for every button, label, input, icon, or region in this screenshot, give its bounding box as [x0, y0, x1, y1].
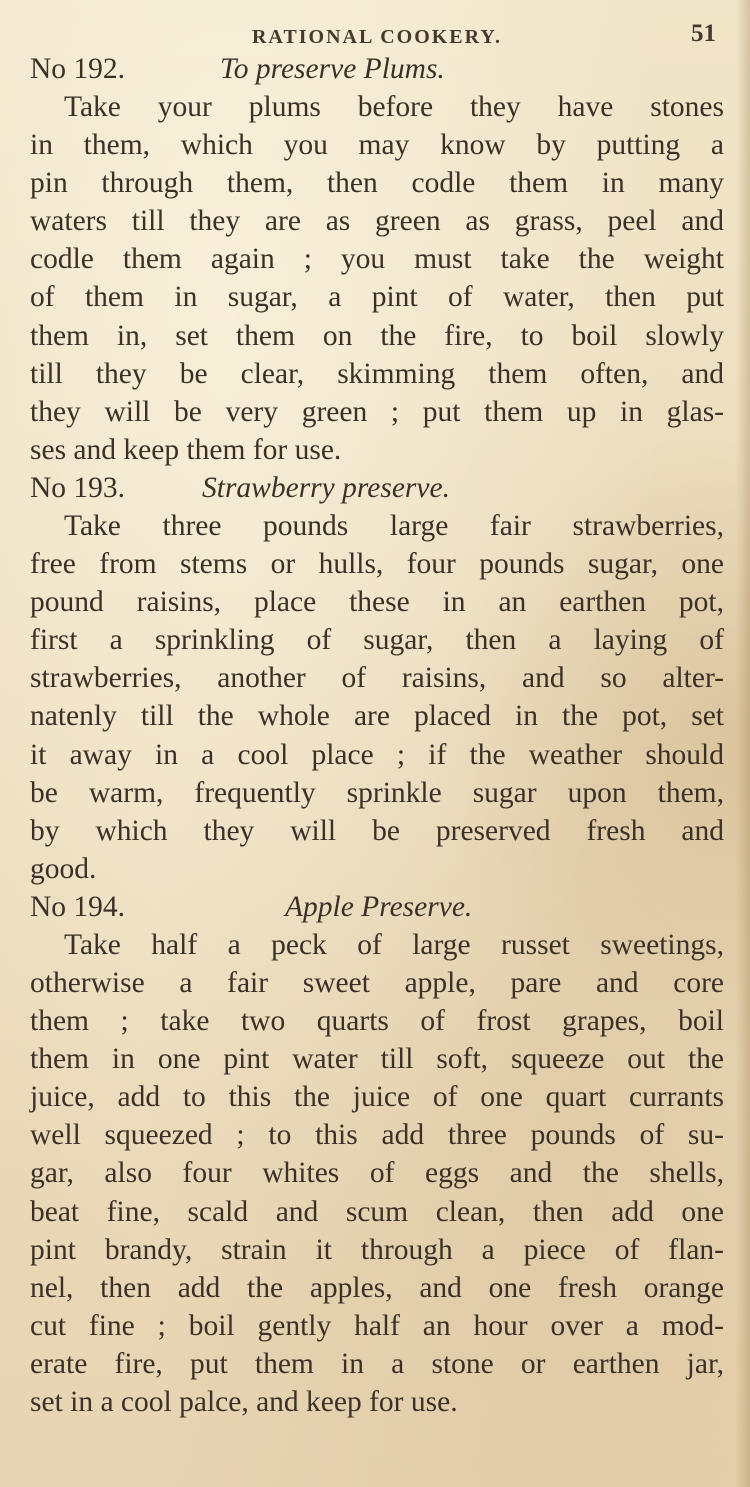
running-head [30, 20, 724, 50]
page-edge-shading [736, 0, 750, 1487]
text-line: in them, which you may know by putting a [30, 129, 724, 162]
text-line: cut fine ; boil gently half an hour over a mod- [30, 1309, 724, 1342]
text-line: be warm, frequently sprinkle sugar upon them, [30, 776, 724, 809]
text-line: them ; take two quarts of frost grapes, boil [30, 1005, 724, 1038]
text-line: natenly till the whole are placed in the pot, set [30, 700, 724, 733]
recipe-heading [30, 50, 724, 88]
running-title: RATIONAL COOKERY. [251, 26, 502, 48]
text-line: good. [30, 852, 97, 885]
text-line: them in one pint water till soft, squeeze out the [30, 1043, 724, 1076]
text-line: waters till they are as green as grass, peel and [30, 205, 724, 238]
recipe-title: Apple Preserve. [285, 890, 473, 923]
recipe-body [30, 926, 724, 1421]
text-line: well squeezed ; to this add three pounds of su- [30, 1119, 724, 1152]
text-line: first a sprinkling of sugar, then a laying of [30, 624, 724, 657]
text-line: Take half a peck of large russet sweetings, [64, 928, 724, 961]
recipe-193 [30, 469, 724, 888]
text-line: of them in sugar, a pint of water, then put [30, 281, 724, 314]
text-line: they will be very green ; put them up in glas- [30, 395, 724, 428]
recipe-number: No 194. [30, 890, 126, 923]
text-line: free from stems or hulls, four pounds sugar, one [30, 548, 724, 581]
text-line: juice, add to this the juice of one quart currants [30, 1081, 724, 1114]
text-line: pin through them, then codle them in many [30, 167, 724, 200]
text-line: them in, set them on the fire, to boil slowly [30, 319, 724, 352]
text-line: beat fine, scald and scum clean, then add one [30, 1195, 724, 1228]
recipe-number: No 192. [30, 53, 126, 85]
recipe-title: Strawberry preserve. [202, 471, 450, 504]
text-line: Take your plums before they have stones [64, 91, 724, 123]
recipe-title: To preserve Plums. [220, 53, 445, 85]
recipe-body [30, 507, 724, 888]
page-number: 51 [691, 20, 716, 47]
text-line: gar, also four whites of eggs and the shells, [30, 1157, 724, 1190]
text-line: by which they will be preserved fresh and [30, 814, 724, 847]
text-line: pint brandy, strain it through a piece of flan- [30, 1233, 724, 1266]
recipe-heading [30, 469, 724, 507]
text-line: set in a cool palce, and keep for use. [30, 1386, 458, 1418]
text-line: pound raisins, place these in an earthen pot, [30, 586, 724, 619]
text-line: erate fire, put them in a stone or earthen jar, [30, 1347, 724, 1380]
recipe-number: No 193. [30, 471, 126, 504]
text-line: it away in a cool place ; if the weather should [30, 738, 724, 771]
text-line: Take three pounds large fair strawberries, [64, 509, 724, 542]
text-line: nel, then add the apples, and one fresh orange [30, 1271, 724, 1304]
recipe-192 [30, 50, 724, 469]
recipe-194 [30, 888, 724, 1421]
text-line: codle them again ; you must take the weight [30, 243, 724, 276]
text-line: till they be clear, skimming them often, and [30, 357, 724, 390]
text-line: strawberries, another of raisins, and so alter- [30, 662, 724, 695]
recipe-body [30, 88, 724, 469]
text-line: otherwise a fair sweet apple, pare and core [30, 966, 724, 999]
recipe-heading [30, 888, 724, 926]
text-line: ses and keep them for use. [30, 433, 342, 466]
